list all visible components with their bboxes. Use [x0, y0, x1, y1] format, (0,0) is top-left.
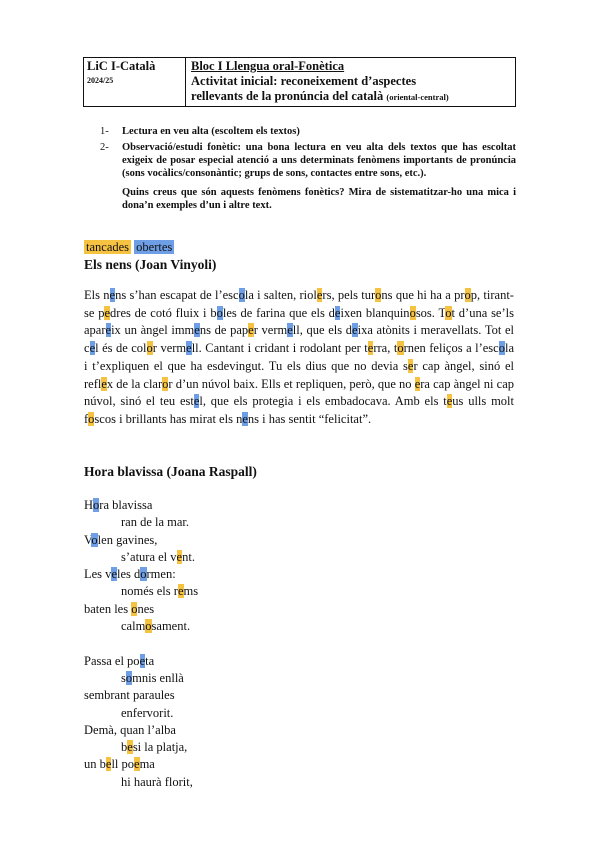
open-vowel-highlight: e	[248, 323, 254, 338]
closed-vowel-highlight: o	[140, 567, 147, 582]
instruction-text: Observació/estudi fonètic: una bona lectura en veu alta dels textos que has escoltat exigeix de posar especial atenció a uns determinats fenòmens importants de pronúncia (sons vocàlics/consonàntic; grups de sons, contactes entre sons, etc.).	[122, 142, 516, 179]
open-vowel-highlight: o	[409, 305, 416, 320]
poem-line: enfervorit.	[121, 705, 174, 720]
poem-line: Demà, quan l’alba	[84, 722, 176, 737]
closed-vowel-highlight: e	[139, 653, 146, 668]
legend-open: obertes	[136, 240, 173, 254]
open-vowel-highlight: o	[145, 619, 152, 634]
closed-vowel-highlight: o	[238, 288, 245, 302]
open-vowel-highlight: e	[407, 358, 414, 373]
open-vowel-highlight: e	[367, 341, 374, 356]
open-vowel-highlight: e	[177, 584, 184, 599]
header-table	[83, 57, 516, 107]
poem-line: Hora blavissa	[84, 498, 153, 512]
poem-line: calmosament.	[121, 619, 191, 634]
closed-vowel-highlight: e	[105, 323, 112, 338]
poem-line: ran de la mar.	[121, 515, 190, 530]
poem-line: s’atura el vent.	[121, 549, 195, 564]
poem-line: un bell poema	[84, 757, 155, 772]
instruction-number: 1-	[100, 126, 109, 137]
bloc-title: Bloc I Llengua oral-Fonètica	[191, 59, 345, 73]
closed-vowel-highlight: e	[352, 323, 358, 338]
closed-vowel-highlight: e	[287, 323, 293, 338]
stanza-break	[84, 635, 198, 652]
legend-closed: tancades	[86, 240, 130, 254]
open-vowel-highlight: e	[176, 549, 183, 564]
poem-line: Volen gavines,	[84, 532, 158, 547]
open-vowel-highlight: e	[105, 757, 112, 772]
open-vowel-highlight: o	[131, 601, 138, 616]
open-vowel-highlight: e	[134, 757, 140, 772]
school-year: 2024/25	[87, 76, 114, 85]
activity-variant: (oriental-central)	[386, 92, 449, 102]
closed-vowel-highlight: e	[193, 394, 200, 409]
closed-vowel-highlight: e	[109, 288, 116, 302]
instruction-item-1	[100, 125, 516, 138]
poem-line: somnis enllà	[121, 670, 184, 685]
closed-vowel-highlight: o	[125, 670, 133, 685]
text1-title: Els nens (Joan Vinyoli)	[84, 257, 217, 272]
open-vowel-highlight: o	[397, 341, 404, 356]
vowel-legend	[84, 240, 174, 255]
activity-line-2-text: rellevants de la pronúncia del català	[191, 89, 384, 103]
closed-vowel-highlight: e	[334, 305, 341, 320]
closed-vowel-highlight: o	[93, 498, 100, 512]
instruction-item-2	[100, 141, 516, 180]
open-vowel-highlight: e	[127, 740, 133, 755]
open-vowel-highlight: e	[414, 376, 421, 391]
poem-line: només els rems	[121, 584, 199, 599]
closed-vowel-highlight: o	[91, 532, 98, 547]
course-name: LiC I-Català	[87, 59, 156, 73]
poem-line: hi haurà florit,	[121, 774, 193, 789]
open-vowel-highlight: o	[146, 341, 153, 356]
open-vowel-highlight: e	[446, 394, 453, 409]
activity-line-2	[189, 89, 512, 105]
poem-line: Passa el poeta	[84, 653, 155, 668]
closed-vowel-highlight: e	[89, 341, 96, 356]
text2-poem	[84, 497, 198, 791]
closed-vowel-highlight: e	[186, 341, 192, 356]
closed-vowel-highlight: e	[194, 323, 200, 338]
poem-line: sembrant paraules	[84, 688, 175, 703]
open-vowel-highlight: e	[101, 376, 107, 391]
open-vowel-highlight: o	[162, 376, 169, 391]
activity-line-1: Activitat inicial: reconeixement d’aspectes	[191, 74, 417, 88]
closed-vowel-highlight: o	[216, 305, 223, 320]
course-cell	[84, 58, 186, 107]
open-vowel-highlight: e	[316, 288, 323, 302]
text2-title: Hora blavissa (Joana Raspall)	[84, 464, 257, 479]
instruction-text: Lectura en veu alta (escoltem els textos)	[122, 126, 300, 137]
instruction-question: Quins creus que són aquests fenòmens fonètics? Mira de sistematitzar-ho una mica i dona’n exemples d’un i altre text.	[122, 187, 516, 211]
open-vowel-highlight: o	[88, 411, 95, 426]
open-vowel-highlight: o	[464, 288, 471, 302]
closed-vowel-highlight: e	[242, 411, 248, 426]
closed-vowel-highlight: e	[111, 567, 117, 582]
activity-cell	[186, 58, 516, 107]
open-vowel-highlight: o	[375, 288, 382, 302]
poem-line: besi la platja,	[121, 740, 188, 755]
poem-line: baten les ones	[84, 601, 155, 616]
closed-vowel-highlight: o	[498, 341, 505, 356]
instructions	[100, 125, 516, 212]
poem-line: Les veles dormen:	[84, 567, 176, 582]
open-vowel-highlight: o	[445, 305, 452, 320]
open-vowel-highlight: e	[104, 305, 111, 320]
instruction-number: 2-	[100, 142, 109, 153]
text1-body	[84, 287, 514, 429]
text1-paragraph: Els nens s’han escapat de l’escola i salten, riolers, pels turons que hi ha a prop, tirant-se pedres de cotó fluix i boles de farina que els deixen blanquinosos. Tot d’una se’ls apareix un àngel immens de paper vermell, que els deixa atònits i meravellats. Tot el cel és de color vermell. Cantant i cridant i rodolant per terra, tornen feliços a l’escola i t’expliquen el que ha esdevingut. Tu els dius que no devia ser cap àngel, sinó el reflex de la claror d’un núvol baix. Ells et repliquen, però, que no era cap àngel ni cap núvol, sinó el teu estel, que els protegia i els embadocava. Amb els teus ulls molt foscos i brillants has mirat els nens i has sentit “felicitat”.	[84, 288, 515, 426]
